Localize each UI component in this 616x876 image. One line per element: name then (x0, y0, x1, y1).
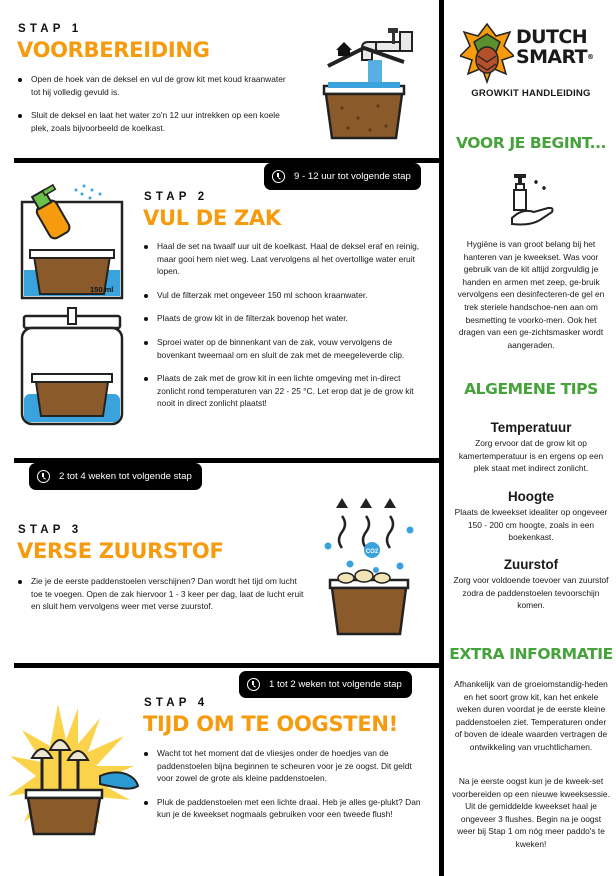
tip-text: Zorg voor voldoende toevoer van zuurstof zodra de paddenstoelen tevoorschijn komen. (453, 575, 609, 611)
step-4-label: STAP 4 (144, 697, 209, 709)
step-3-title: VERSE ZUURSTOF (17, 539, 224, 563)
brand-dutch: DUTCH (516, 26, 588, 48)
list-item: Sluit de deksel en laat het water zo'n 12 uur intrekken op een koele plek, zoals bijvoorbeeld de koelkast. (18, 109, 296, 134)
tip-text: Plaats de kweekset idealiter op ongeveer 150 - 200 cm hoogte, zoals in een boekenkast. (454, 507, 608, 543)
timer-text: 9 - 12 uur tot volgende stap (294, 171, 411, 182)
list-item: Pluk de paddenstoelen met een lichte draai. Heb je alles ge-plukt? Dan kun je de kweekset nogmaals gebruiken voor een tweede flush! (144, 796, 426, 821)
pinecone-logo-icon (460, 22, 514, 84)
clock-icon (247, 678, 260, 691)
clock-icon (272, 170, 285, 183)
step-2-label: STAP 2 (144, 191, 209, 203)
extra-text-2: Na je eerste oogst kun je de kweek-set voorbereiden op een nieuwe kweeksessie. Uit de gemiddelde kweekset haal je ongeveer 3 flushes. Begin na je oogst weer bij Stap 1 om nóg meer paddo's te kweken! (452, 776, 610, 849)
growkit-subtitle: GROWKIT HANDLEIDING (471, 88, 591, 99)
hand-soap-icon (508, 170, 554, 230)
tip-title: Hoogte (507, 489, 555, 504)
extra-heading: EXTRA INFORMATIE (449, 645, 613, 663)
timer-text: 1 tot 2 weken tot volgende stap (269, 679, 402, 690)
spray-bottle-illustration (20, 178, 124, 300)
step-4-title: TIJD OM TE OOGSTEN! (143, 712, 398, 736)
step-3-label: STAP 3 (18, 524, 83, 536)
column-divider (439, 0, 444, 876)
section-divider (14, 663, 440, 668)
step-1-title: VOORBEREIDING (17, 38, 210, 62)
filter-bag-illustration (18, 306, 126, 428)
list-item: Haal de set na twaalf uur uit de koelkast. Haal de deksel eraf en reinig, maar gooi hem niet weg. Laat vervolgens al het overtollige water eruit lopen. (144, 240, 430, 278)
hygiene-text: Hygiëne is van groot belang bij het hanteren van je kweekset. Was voor gebruik van de kit altijd zorgvuldig je handen en armen met zeep, ge-bruik vervolgens een desinfecteren-de gel en trek steriele handschoe-nen aan om besmetting te voorko-men. Ook het dragen van een ge-zichtsmasker wordt aangeraden. (457, 239, 605, 350)
tip-title: Zuurstof (503, 557, 559, 572)
list-item: Plaats de grow kit in de filterzak bovenop het water. (144, 312, 430, 325)
step-2-timer (264, 163, 421, 190)
extra-text-1: Afhankelijk van de groeiomstandig-heden en het soort grow kit, kan het enkele weken duren voordat je de eerste kleine paddenstoelen ziet. Temperaturen onder of boven de ideale waarden vertragen de ontwikkeling van vruchtlichamen. (454, 679, 608, 752)
volume-label: 150 ml (90, 285, 114, 294)
tip-text: Zorg ervoor dat de grow kit op kamertemperatuur is en ergens op een plek staat met indirect zonlicht. (458, 438, 604, 474)
list-item: Open de hoek van de deksel en vul de grow kit met koud kraanwater tot hij volledig gevuld is. (18, 73, 296, 98)
step-1-label: STAP 1 (18, 23, 83, 35)
list-item: Wacht tot het moment dat de vliesjes onder de hoedjes van de paddenstoelen bijna beginnen te scheuren voor je ze oogst. Dit geldt voor zowel de grote als kleine paddenstoelen. (144, 747, 426, 785)
fresh-air-illustration (316, 492, 422, 648)
step-2-title: VUL DE ZAK (143, 206, 281, 230)
timer-text: 2 tot 4 weken tot volgende stap (59, 471, 192, 482)
step-3-timer (29, 463, 202, 490)
step-2-list (144, 240, 430, 421)
clock-icon (37, 470, 50, 483)
step-1-list (18, 73, 296, 145)
list-item: Zie je de eerste paddenstoelen verschijnen? Dan wordt het tijd om lucht toe te voegen. Open de zak hiervoor 1 - 3 keer per dag, laat de lucht eruit en sluit hem vervolgens weer met verse zuurstof. (18, 575, 308, 613)
harvest-illustration (4, 700, 142, 840)
brand-smart: SMART® (516, 46, 594, 68)
sidebar (446, 0, 616, 876)
tap-filling-kit-illustration (318, 22, 424, 144)
step-4-list (144, 747, 426, 832)
step-4-timer (239, 671, 412, 698)
list-item: Sproei water op de binnenkant van de zak, vouw vervolgens de bovenkant tweemaal om en sluit de zak met de meegeleverde clip. (144, 336, 430, 361)
co2-label: CO2 (365, 549, 379, 555)
tip-title: Temperatuur (490, 420, 572, 435)
list-item: Plaats de zak met de grow kit in een lichte omgeving met in-direct zonlicht rond temperaturen van 22 - 25 °C. Let erop dat je de grow kit nooit in direct zonlicht plaatst! (144, 372, 430, 410)
list-item: Vul de filterzak met ongeveer 150 ml schoon kraanwater. (144, 289, 430, 302)
step-3-list (18, 575, 308, 624)
dutch-smart-logo (458, 16, 604, 106)
before-heading: VOOR JE BEGINT... (455, 134, 607, 152)
tips-heading: ALGEMENE TIPS (464, 380, 598, 398)
